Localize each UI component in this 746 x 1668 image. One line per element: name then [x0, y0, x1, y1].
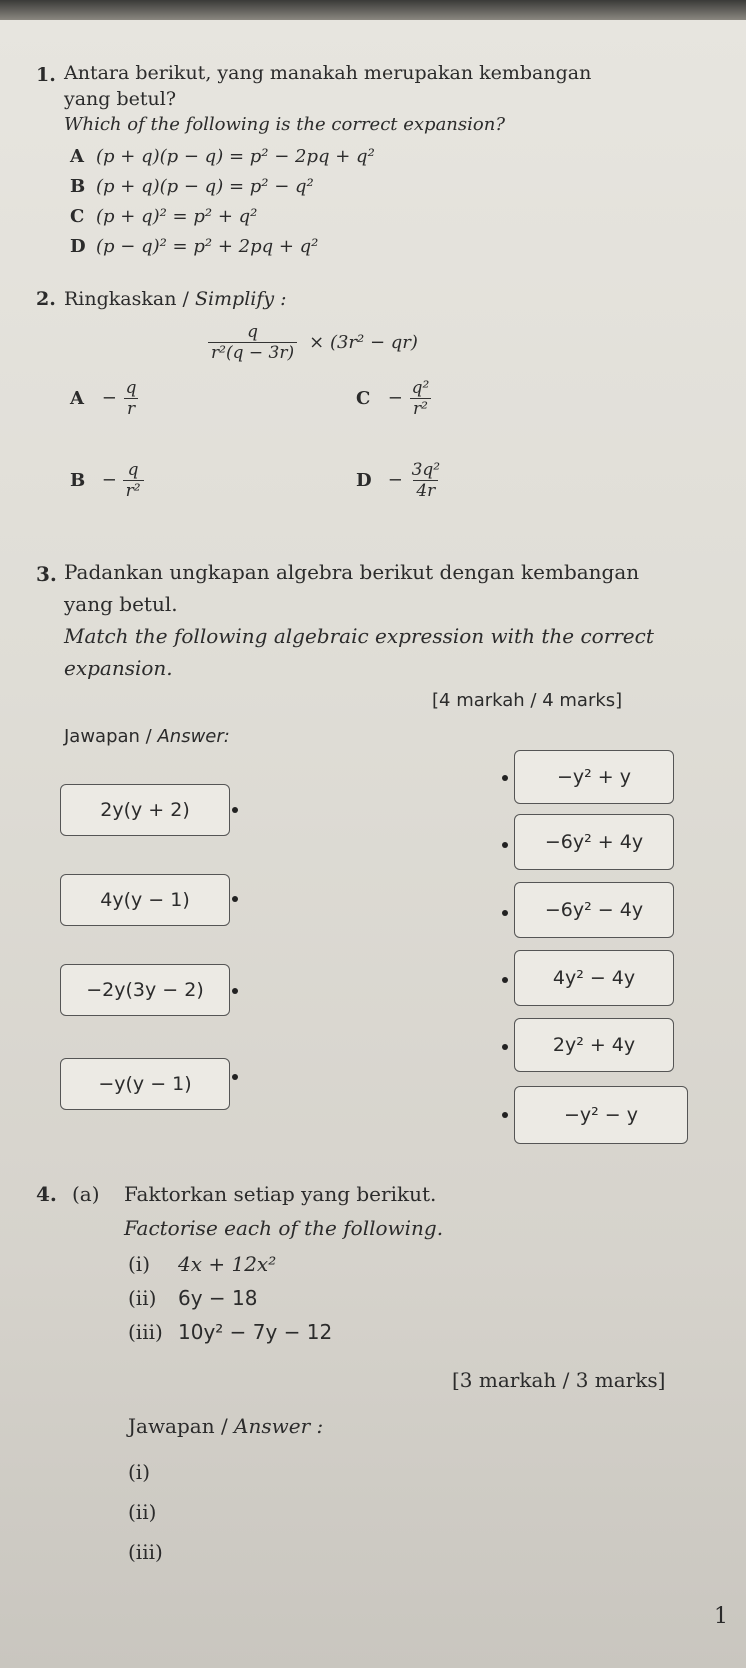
q4-text-ms: Faktorkan setiap yang berikut. — [124, 1182, 437, 1206]
q1-option-a: A (p + q)(p − q) = p² − 2pq + q² — [70, 146, 375, 167]
match-left-dot[interactable] — [232, 807, 238, 813]
top-edge — [0, 0, 746, 20]
q3-text-ms-2: yang betul. — [64, 592, 178, 616]
match-right-dot[interactable] — [502, 910, 508, 916]
q4-number: 4. — [36, 1182, 57, 1206]
q4-answer-ii[interactable]: (ii) — [128, 1500, 157, 1524]
q3-marks: [4 markah / 4 marks] — [432, 690, 623, 711]
q4-item-ii: (ii) 6y − 18 — [128, 1286, 258, 1310]
q3-text-en-1: Match the following algebraic expression with the correct — [64, 624, 654, 648]
q3-text-en-2: expansion. — [64, 656, 173, 680]
match-right-dot[interactable] — [502, 977, 508, 983]
match-right-item[interactable]: −y² + y — [514, 750, 674, 804]
match-left-item[interactable]: 2y(y + 2) — [60, 784, 230, 836]
q4-text-en: Factorise each of the following. — [124, 1216, 444, 1240]
q3-number: 3. — [36, 562, 57, 586]
match-right-item[interactable]: −y² − y — [514, 1086, 688, 1144]
match-left-item[interactable]: −2y(3y − 2) — [60, 964, 230, 1016]
match-right-item[interactable]: −6y² − 4y — [514, 882, 674, 938]
match-left-dot[interactable] — [232, 896, 238, 902]
q1-number: 1. — [36, 64, 56, 86]
q1-text-en: Which of the following is the correct expansion? — [64, 114, 505, 135]
q2-expression: $\frac{q}{\text{r²(q − 3r)}}$ × (3r² − qr) — [208, 322, 418, 363]
match-left-item[interactable]: 4y(y − 1) — [60, 874, 230, 926]
q4-answer-iii[interactable]: (iii) — [128, 1540, 163, 1564]
match-left-dot[interactable] — [232, 988, 238, 994]
match-right-dot[interactable] — [502, 775, 508, 781]
match-right-item[interactable]: 2y² + 4y — [514, 1018, 674, 1072]
q2-number: 2. — [36, 288, 56, 310]
q4-item-iii: (iii) 10y² − 7y − 12 — [128, 1320, 333, 1344]
q2-option-b: B − $\frac{q}{\text{r²}}$ — [70, 460, 144, 501]
q1-option-d: D (p − q)² = p² + 2pq + q² — [70, 236, 319, 257]
match-right-dot[interactable] — [502, 1044, 508, 1050]
match-left-item[interactable]: −y(y − 1) — [60, 1058, 230, 1110]
match-left-dot[interactable] — [232, 1074, 238, 1080]
match-right-item[interactable]: 4y² − 4y — [514, 950, 674, 1006]
q2-option-a: A − $\frac{q}{r}$ — [70, 378, 137, 419]
q4-item-i: (i) 4x + 12x² — [128, 1252, 277, 1276]
match-right-dot[interactable] — [502, 842, 508, 848]
q1-text-ms-1: Antara berikut, yang manakah merupakan kembangan — [64, 62, 592, 84]
q1-option-c: C (p + q)² = p² + q² — [70, 206, 258, 227]
q2-option-c: C − $\frac{\text{q²}}{\text{r²}}$ — [356, 378, 430, 419]
q2-title: Ringkaskan / Simplify : — [64, 288, 287, 310]
match-right-item[interactable]: −6y² + 4y — [514, 814, 674, 870]
q2-option-d: D − $\frac{\text{3q²}}{4r}$ — [356, 460, 441, 501]
q4-answer-i[interactable]: (i) — [128, 1460, 151, 1484]
q4-part: (a) — [72, 1182, 100, 1206]
match-right-dot[interactable] — [502, 1112, 508, 1118]
q3-answer-label: Jawapan / Answer: — [64, 726, 230, 747]
q3-text-ms-1: Padankan ungkapan algebra berikut dengan kembangan — [64, 560, 640, 584]
q4-answer-label: Jawapan / Answer : — [128, 1414, 324, 1438]
q4-marks: [3 markah / 3 marks] — [452, 1368, 666, 1392]
q1-option-b: B (p + q)(p − q) = p² − q² — [70, 176, 314, 197]
q1-text-ms-2: yang betul? — [64, 88, 177, 110]
page-number: 1 — [714, 1604, 728, 1629]
